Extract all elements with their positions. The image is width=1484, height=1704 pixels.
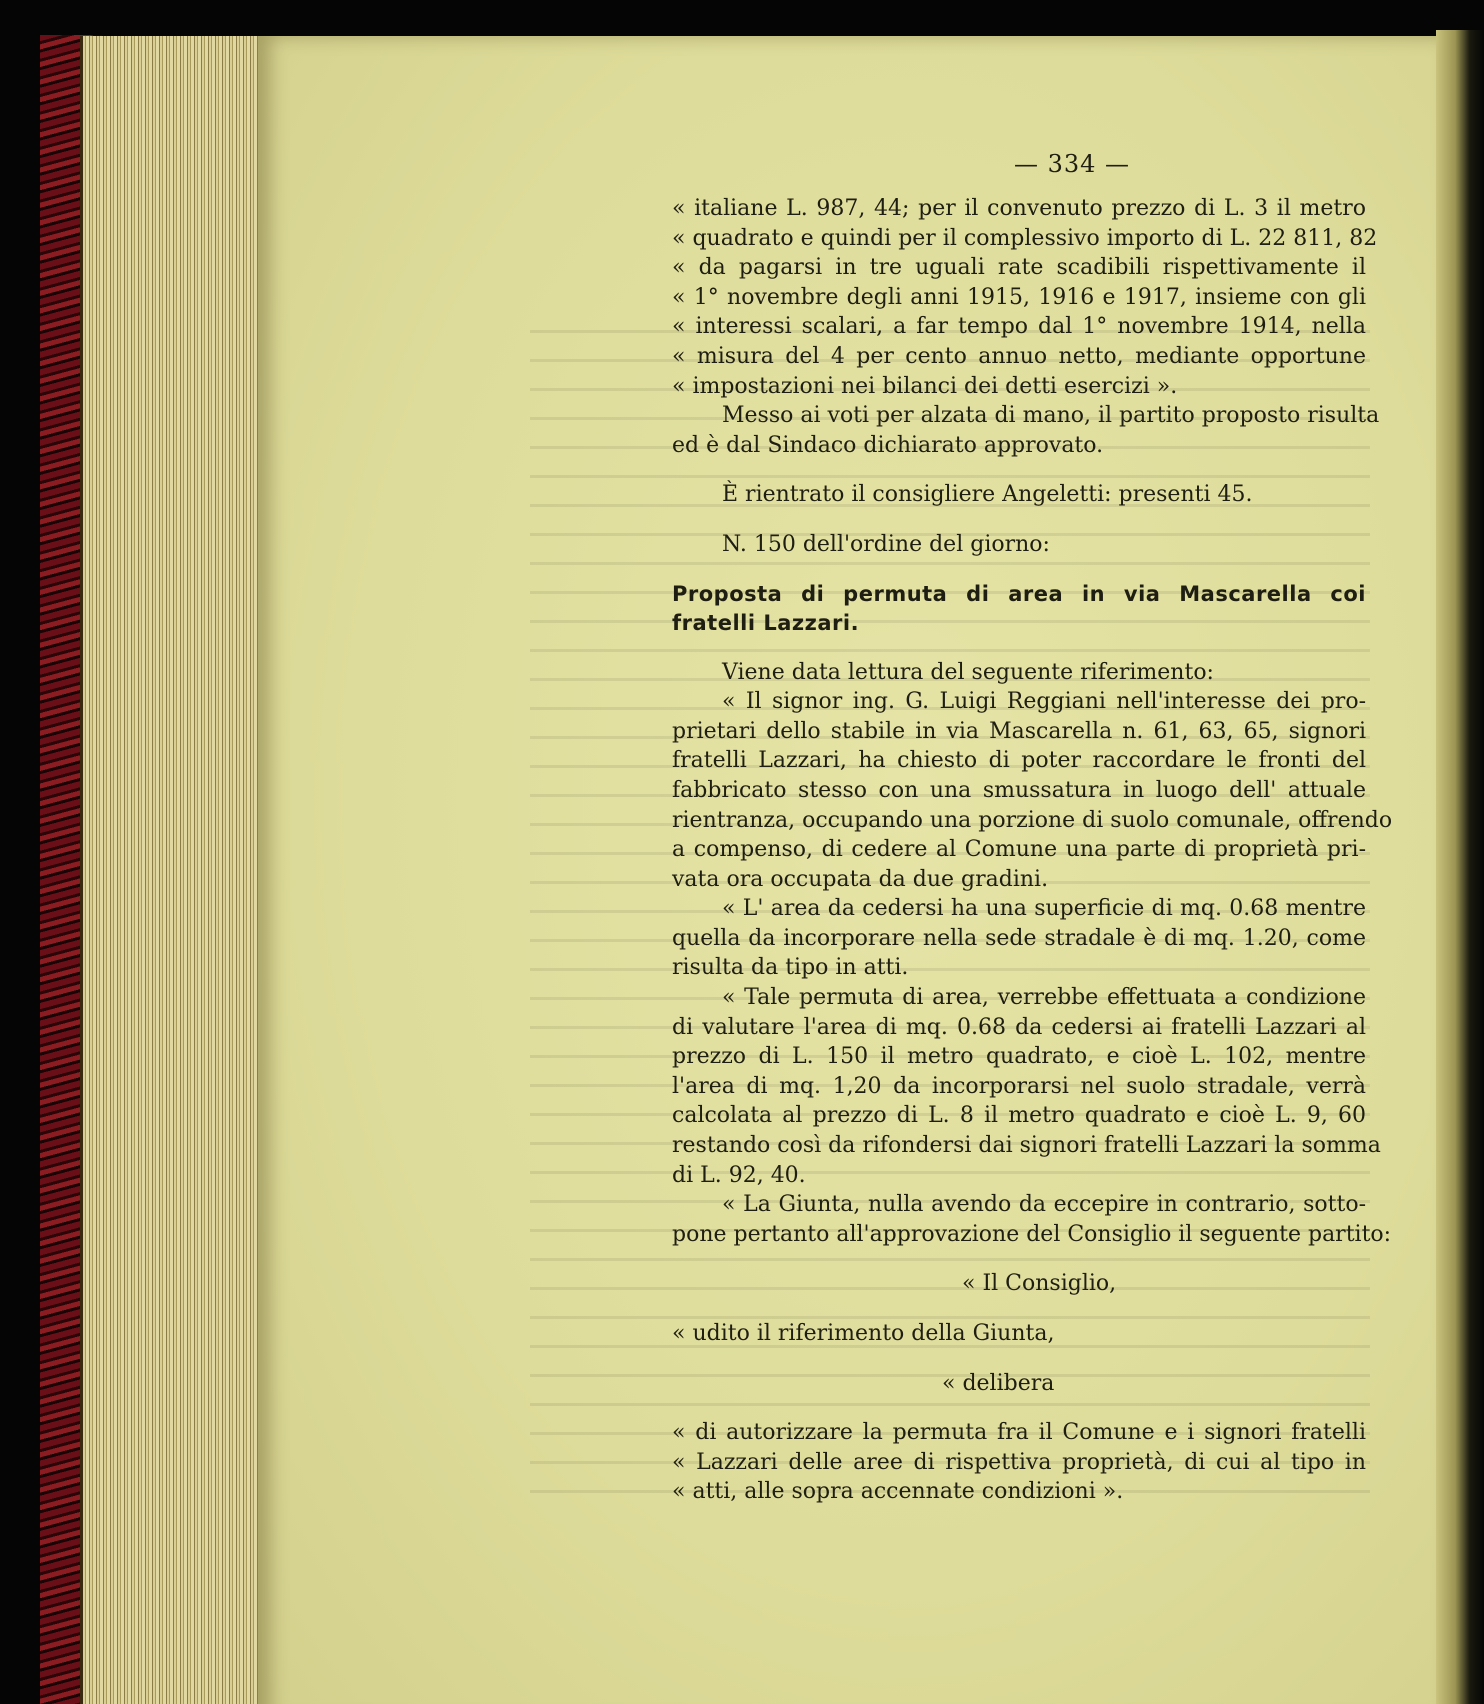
text-line: pone pertanto all'approvazione del Consiglio il seguente partito: bbox=[672, 1221, 1392, 1247]
text-line: « italiane L. 987, 44; per il convenuto prezzo di L. 3 il metro bbox=[672, 196, 1366, 221]
report-paragraph-2 bbox=[672, 894, 1366, 983]
resolution-decides: « delibera bbox=[942, 1370, 1055, 1396]
text-line: vata ora occupata da due gradini. bbox=[672, 866, 1049, 892]
section-heading bbox=[672, 580, 1366, 638]
page-block-edge bbox=[80, 36, 263, 1704]
text-line: « quadrato e quindi per il complessivo importo di L. 22 811, 82 bbox=[672, 225, 1378, 251]
text-line: « impostazioni nei bilanci dei detti esercizi ». bbox=[672, 373, 1178, 399]
text-line: di L. 92, 40. bbox=[672, 1162, 806, 1188]
text-line: « Tale permuta di area, verrebbe effettuata a condizione bbox=[722, 985, 1366, 1011]
text-line: quella da incorporare nella sede stradale è di mq. 1.20, come bbox=[672, 925, 1366, 951]
text-line: l'area di mq. 1,20 da incorporarsi nel suolo stradale, verrà bbox=[672, 1073, 1366, 1099]
text-line: Viene data lettura del seguente riferimento: bbox=[722, 659, 1214, 685]
text-line: fabbricato stesso con una smussatura in luogo dell' attuale bbox=[672, 777, 1366, 803]
page-gutter-shadow bbox=[1436, 30, 1484, 1704]
text-line: « Il signor ing. G. Luigi Reggiani nell'interesse dei pro- bbox=[722, 689, 1366, 715]
text-line: Messo ai voti per alzata di mano, il partito proposto risulta bbox=[722, 403, 1380, 429]
text-line: « L' area da cedersi ha una superficie di mq. 0.68 mentre bbox=[722, 896, 1366, 922]
text-line: a compenso, di cedere al Comune una parte di proprietà pri- bbox=[672, 837, 1366, 863]
report-paragraph-1 bbox=[672, 687, 1393, 894]
text-line: « atti, alle sopra accennate condizioni ». bbox=[672, 1479, 1124, 1505]
text-line: « interessi scalari, a far tempo dal 1° novembre 1914, nella bbox=[672, 314, 1366, 340]
text-line: calcolata al prezzo di L. 8 il metro quadrato e cioè L. 9, 60 bbox=[672, 1103, 1366, 1129]
text-line: È rientrato il consigliere Angeletti: presenti 45. bbox=[722, 482, 1253, 508]
report-paragraph-3 bbox=[672, 983, 1381, 1190]
heading-line: fratelli Lazzari. bbox=[672, 610, 860, 635]
resolution-heard: « udito il riferimento della Giunta, bbox=[672, 1321, 1055, 1346]
text-line: « Lazzari delle aree di rispettiva proprietà, di cui al tipo in bbox=[672, 1449, 1366, 1475]
text-line: prietari dello stabile in via Mascarella n. 61, 63, 65, signori bbox=[672, 718, 1366, 744]
intro-quote bbox=[672, 194, 1378, 401]
text-line: N. 150 dell'ordine del giorno: bbox=[722, 531, 1050, 557]
resolution bbox=[672, 1269, 1366, 1507]
text-line: fratelli Lazzari, ha chiesto di poter raccordare le fronti del bbox=[672, 748, 1366, 774]
vote-paragraph bbox=[672, 401, 1380, 460]
resolution-council: « Il Consiglio, bbox=[962, 1271, 1117, 1297]
reading-note bbox=[672, 658, 1366, 688]
page-number: — 334 — bbox=[1013, 150, 1131, 178]
text-line: « misura del 4 per cento annuo netto, mediante opportune bbox=[672, 343, 1366, 369]
text-line: « da pagarsi in tre uguali rate scadibili rispettivamente il bbox=[672, 255, 1366, 281]
text-line: risulta da tipo in atti. bbox=[672, 955, 909, 981]
heading-line: Proposta di permuta di area in via Mascarella coi bbox=[672, 581, 1366, 606]
text-line: di valutare l'area di mq. 0.68 da cedersi ai fratelli Lazzari al bbox=[672, 1014, 1366, 1040]
reentry-note bbox=[672, 480, 1366, 510]
text-line: rientranza, occupando una porzione di suolo comunale, offrendo bbox=[672, 807, 1393, 833]
text-line: prezzo di L. 150 il metro quadrato, e cioè L. 102, mentre bbox=[672, 1044, 1366, 1070]
report-paragraph-4 bbox=[672, 1190, 1392, 1249]
text-line: « La Giunta, nulla avendo da eccepire in contrario, sotto- bbox=[722, 1192, 1366, 1218]
text-line: « di autorizzare la permuta fra il Comune e i signori fratelli bbox=[672, 1420, 1366, 1446]
agenda-item bbox=[672, 530, 1366, 560]
text-line: restando così da rifondersi dai signori fratelli Lazzari la somma bbox=[672, 1133, 1381, 1159]
text-line: « 1° novembre degli anni 1915, 1916 e 1917, insieme con gli bbox=[672, 284, 1366, 310]
page-text-column bbox=[672, 150, 1393, 1507]
text-line: ed è dal Sindaco dichiarato approvato. bbox=[672, 432, 1104, 458]
